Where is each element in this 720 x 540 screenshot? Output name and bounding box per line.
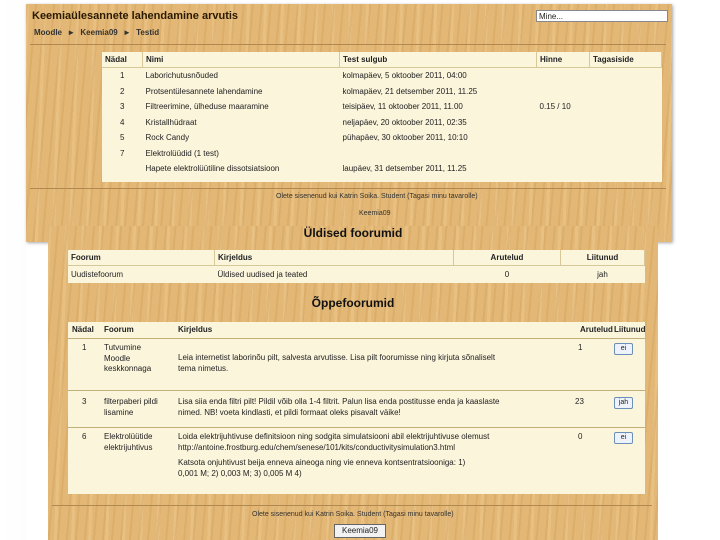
- col-subscribed: Liitunud: [614, 325, 646, 334]
- breadcrumb-separator-icon: ►: [122, 28, 131, 37]
- week-cell: 3: [120, 102, 125, 112]
- forum-link-line[interactable]: Tutvumine: [104, 343, 142, 352]
- table-row: [102, 68, 662, 84]
- subscribed-status: jah: [561, 266, 645, 284]
- learning-forums-table: [68, 322, 645, 494]
- quiz-link[interactable]: Hapete elektrolüütiline dissotsiatsioon: [145, 164, 280, 174]
- col-name[interactable]: Nimi: [143, 52, 340, 68]
- week-cell: 5: [120, 133, 125, 143]
- forum-link-line[interactable]: keskkonnaga: [104, 364, 152, 373]
- description-line: Loida elektrijuhtivuse definitsioon ning sodgita simulatsiooni abil elektrijuhtivuse olemust: [178, 432, 490, 441]
- subscribe-toggle-button[interactable]: jah: [614, 397, 633, 409]
- forum-description: [178, 397, 500, 418]
- feedback-cell: [590, 115, 662, 131]
- feedback-cell: [590, 84, 662, 100]
- grade-cell: [537, 84, 590, 100]
- col-description: Kirjeldus: [215, 250, 454, 266]
- simulation-link[interactable]: http://antoine.frostburg.edu/chem/senese/101/kits/conductivitysimulation3.html: [178, 442, 456, 452]
- col-week[interactable]: Nädal: [102, 52, 143, 68]
- forum-link[interactable]: [104, 432, 152, 453]
- closes-cell: kolmapäev, 21 detsember 2011, 11.25: [342, 86, 478, 96]
- closes-cell: kolmapäev, 5 oktoober 2011, 04:00: [342, 71, 467, 81]
- closes-cell: pühapäev, 30 oktoober 2011, 10:10: [342, 133, 468, 143]
- description-line: Katsota onjuhtivust beija enneva aineoga ning vie enneva kontsentratsiooniga: 1): [178, 458, 466, 467]
- table-row: [102, 115, 662, 131]
- forum-link-line[interactable]: filterpaberi pildi: [104, 397, 158, 406]
- quiz-link[interactable]: Rock Candy: [145, 133, 190, 143]
- week-cell: 7: [120, 148, 125, 158]
- divider: [30, 44, 666, 45]
- table-row: [68, 339, 645, 391]
- col-discussions: Arutelud: [580, 325, 613, 334]
- closes-cell: neljapäev, 20 oktoober 2011, 02:35: [342, 117, 467, 127]
- feedback-cell: [590, 130, 662, 146]
- table-row: [102, 161, 662, 177]
- forum-link[interactable]: [104, 397, 158, 418]
- col-grade[interactable]: Hinne: [537, 52, 590, 68]
- grade-cell: [537, 115, 590, 131]
- week-cell: 4: [120, 117, 125, 127]
- table-row: [102, 146, 662, 162]
- grade-cell: 0.15 / 10: [539, 102, 571, 112]
- forum-description: [178, 353, 495, 374]
- closes-cell: [340, 146, 537, 162]
- col-forum: Foorum: [104, 325, 134, 334]
- week-cell: 6: [82, 432, 87, 441]
- forum-link[interactable]: Uudistefoorum: [68, 266, 215, 284]
- col-closes[interactable]: Test sulgub: [340, 52, 537, 68]
- quiz-link[interactable]: Protsentülesannete lahendamine: [145, 86, 263, 96]
- week-cell: 1: [82, 343, 87, 352]
- table-row: [68, 266, 645, 284]
- col-feedback: Tagasiside: [590, 52, 662, 68]
- breadcrumb-quizzes: Testid: [136, 28, 160, 37]
- general-forums-heading: Üldised foorumid: [303, 226, 403, 240]
- general-forums-table: [68, 250, 645, 283]
- week-cell: [102, 161, 143, 177]
- feedback-cell: [590, 146, 662, 162]
- divider: [30, 188, 666, 189]
- col-forum: Foorum: [68, 250, 215, 266]
- jump-to-select[interactable]: Mine...: [536, 10, 668, 22]
- table-row: [102, 84, 662, 100]
- grade-cell: [537, 161, 590, 177]
- discussion-count: 0: [578, 432, 583, 441]
- forum-link[interactable]: [104, 343, 151, 375]
- login-info-link[interactable]: Olete sisenenud kui Katrin Soika. Student (Tagasi minu tavarolle): [252, 511, 454, 518]
- forum-screenshot: [48, 226, 658, 540]
- forum-link-line[interactable]: Elektrolüütide: [104, 432, 153, 441]
- subscribe-toggle-button[interactable]: ei: [614, 343, 633, 355]
- quiz-link[interactable]: Filtreerimine, ülheduse maaramine: [145, 102, 269, 112]
- description-line: nimed. NB! voeta kindlasti, et pildi formaat oleks pisavalt väike!: [178, 407, 401, 417]
- login-info: [276, 193, 478, 200]
- breadcrumb: [34, 28, 162, 37]
- login-info: [252, 511, 454, 518]
- breadcrumb-separator-icon: ►: [67, 28, 76, 37]
- discussion-count: 0: [454, 266, 561, 284]
- table-row: [102, 99, 662, 115]
- week-cell: 3: [82, 397, 87, 406]
- table-row: [68, 391, 645, 428]
- discussion-count: 23: [575, 397, 584, 406]
- description-line: Lisa siia enda filtri pilt! Pildil võib olla 1-4 filtrit. Palun lisa enda postitusse enda ja kaaslaste: [178, 397, 500, 406]
- col-discussions: Arutelud: [454, 250, 561, 266]
- breadcrumb-moodle[interactable]: Moodle: [34, 28, 62, 37]
- table-row: [68, 428, 645, 494]
- col-subscribed: Liitunud: [561, 250, 645, 266]
- page-title: Keemiaülesannete lahendamine arvutis: [32, 10, 239, 22]
- quiz-screenshot: [26, 4, 672, 242]
- quiz-link[interactable]: Elektrolüüdid (1 test): [145, 148, 219, 158]
- grade-cell: [537, 130, 590, 146]
- breadcrumb-course[interactable]: Keemia09: [80, 28, 118, 37]
- col-week: Nädal: [72, 325, 94, 334]
- description-line: temа nimetus.: [178, 363, 229, 373]
- login-info-link[interactable]: Olete sisenenud kui Katrin Soika. Student (Tagasi minu tavarolle): [276, 193, 478, 200]
- table-header-row: [68, 322, 645, 339]
- feedback-cell: [590, 99, 662, 115]
- divider: [52, 505, 652, 506]
- col-description: Kirjeldus: [178, 325, 213, 334]
- course-label[interactable]: Keemia09: [359, 210, 391, 217]
- description-line: Leia internetist laborinõu pilt, salvesta arvutisse. Lisa pilt foorumisse ning kirjuta sõnaliselt: [178, 353, 496, 362]
- subscribe-toggle-button[interactable]: ei: [614, 432, 633, 444]
- forum-link-line[interactable]: lisamine: [104, 407, 134, 417]
- feedback-cell: [590, 68, 662, 84]
- closes-cell: laupäev, 31 detsember 2011, 11.25: [342, 164, 467, 174]
- grade-cell: [537, 146, 590, 162]
- discussion-count: 1: [578, 343, 583, 352]
- forum-description: [178, 432, 489, 479]
- closes-cell: teisipäev, 11 oktoober 2011, 11.00: [342, 102, 463, 112]
- quiz-link[interactable]: Kristallhüdraat: [145, 117, 197, 127]
- description-line: 0,001 M; 2) 0,003 M; 3) 0,005 M 4): [178, 468, 302, 478]
- week-cell: 1: [120, 71, 125, 81]
- forum-link-line[interactable]: elektrijuhtivus: [104, 442, 153, 452]
- quiz-table: [102, 52, 662, 182]
- forum-description: Üldised uudised ja teated: [215, 266, 454, 284]
- feedback-cell: [590, 161, 662, 177]
- quiz-link[interactable]: Laborichutusnõuded: [145, 71, 219, 81]
- forum-link-line[interactable]: Moodle: [104, 353, 131, 363]
- week-cell: 2: [120, 86, 125, 96]
- learning-forums-heading: Õppefoorumid: [311, 296, 395, 310]
- course-home-button[interactable]: Keemia09: [334, 524, 386, 538]
- left-margin: [0, 0, 26, 540]
- table-row: [102, 130, 662, 146]
- grade-cell: [537, 68, 590, 84]
